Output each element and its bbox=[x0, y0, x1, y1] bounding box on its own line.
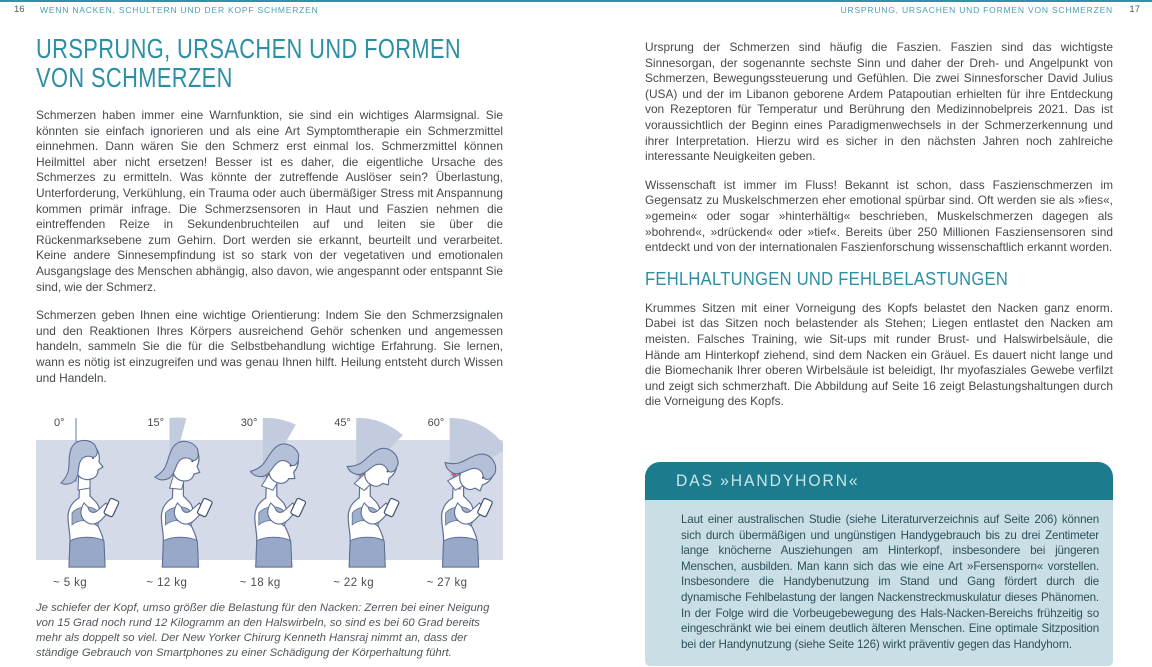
weight-label: ~ 27 kg bbox=[426, 577, 468, 589]
figure-skirt bbox=[69, 537, 105, 567]
page-title-line1: URSPRUNG, URSACHEN UND FORMEN bbox=[36, 33, 462, 64]
running-head-left: WENN NACKEN, SCHULTERN UND DER KOPF SCHMERZEN bbox=[40, 5, 319, 15]
weight-label: ~ 12 kg bbox=[146, 577, 188, 589]
right-page bbox=[645, 40, 1113, 651]
handyhorn-infobox bbox=[645, 462, 1113, 666]
infobox-header bbox=[645, 462, 1113, 500]
figure-skirt bbox=[349, 537, 385, 567]
infobox-body bbox=[645, 500, 1113, 666]
figure-skirt bbox=[162, 537, 198, 567]
page-title-line2: VON SCHMERZEN bbox=[36, 62, 233, 93]
angle-label: 0° bbox=[54, 417, 65, 429]
figure-skirt bbox=[256, 537, 292, 567]
weight-label: ~ 18 kg bbox=[239, 577, 281, 589]
angle-label: 30° bbox=[240, 417, 258, 429]
weight-label: ~ 22 kg bbox=[333, 577, 375, 589]
left-paragraph-1: Schmerzen haben immer eine Warnfunktion, sie sind ein wichtiges Alarmsignal. Sie könnten sie einfach ignorieren und als eine Art Symptomtherapie ein Schmerzmittel einnehmen. Dann wären Sie den Schmerz erst einmal los. Schmerzmittel können Heilmittel aber nicht ersetzen! Besser ist es daher, die eigentliche Ursache des Schmerzes zu ermitteln. Was könnte der zutreffende Auslöser sein? Überlastung, Unterforderung, Verkühlung, ein Trauma oder auch übermäßiger Stress mit Anspannung kommen primär infrage. Die Schmerzsensoren in Haut und Faszien nehmen die eintreffenden Reize in Sekundenbruchteilen auf und leiten sie über die Rückenmarksebene zum Gehirn. Dort werden sie erkannt, beurteilt und verarbeitet. Keine andere Sinnesempfindung ist so stark von der vegetativen und emotionalen Ausgangslage des Menschen abhängig, also davon, wie angespannt oder entspannt Sie sind, wie der Schmerz. bbox=[36, 108, 503, 294]
right-paragraph-3: Krummes Sitzen mit einer Vorneigung des Kopfs belastet den Nacken ganz enorm. Dabei ist das Sitzen noch belastender als Stehen; Liegen entlastet den Nacken am meisten. Falsches Training, wie Sit-ups mit runder Brust- und Halswirbelsäule, die Hände am Hinterkopf ziehend, sind dem Nacken ein Gräuel. Es dauert nicht lange und die Biomechanik Ihrer oberen Wirbelsäule ist beleidigt, Ihr myofasziales Gewebe verfilzt und zeigt sich schmerzhaft. Die Abbildung auf Seite 16 zeigt Belastungshaltungen durch die Vorneigung des Kopfs. bbox=[645, 300, 1113, 409]
page-number-left: 16 bbox=[14, 4, 25, 15]
angle-label: 15° bbox=[147, 417, 165, 429]
neck-load-illustration bbox=[36, 412, 503, 661]
page-number-right: 17 bbox=[1129, 4, 1140, 15]
weight-label: ~ 5 kg bbox=[53, 577, 88, 589]
left-page bbox=[36, 33, 503, 659]
figure-skirt bbox=[443, 537, 479, 567]
angle-label: 45° bbox=[334, 417, 351, 429]
running-head-right: URSPRUNG, URSACHEN UND FORMEN VON SCHMERZEN bbox=[840, 5, 1113, 15]
figure-caption: Je schiefer der Kopf, umso größer die Belastung für den Nacken: Zerren bei einer Neigung von 15 Grad noch rund 12 Kilogramm an den Halswirbeln, so sind es bei 60 Grad bereits mehr als doppelt so viel. Der New Yorker Chirurg Kenneth Hansraj nimmt an, dass der ständige Gebrauch von Smartphones zu einer Schädigung der Körperhaltung führt. bbox=[36, 602, 490, 659]
infobox-title: DAS »HANDYHORN« bbox=[676, 471, 860, 490]
section-subheading: FEHLHALTUNGEN UND FEHLBELASTUNGEN bbox=[645, 268, 1009, 289]
angle-label: 60° bbox=[427, 417, 445, 429]
right-paragraph-2: Wissenschaft ist immer im Fluss! Bekannt ist schon, dass Faszienschmerzen im Gegensatz zu Muskelschmerzen eher emotional spürbar sind. Oft werden sie als »fies«, »gemein« oder sogar »hinterhältig« beschrieben, Muskelschmerzen dagegen als »bohrend«, »drückend« oder »tief«. Bereits über 250 Millionen Fasziensensoren sind entdeckt und von der internationalen Faszienforschung wissenschaftlich erkannt worden. bbox=[645, 177, 1113, 255]
left-paragraph-2: Schmerzen geben Ihnen eine wichtige Orientierung: Indem Sie den Schmerzsignalen und den Reaktionen Ihres Körpers ausreichend Gehör schenken und angemessen handeln, sammeln Sie die für die Selbstbehandlung wichtige Erfahrung. Sie lernen, wann es nötig ist einzugreifen und was genau Ihnen hilft. Heilung entsteht durch Wissen und Handeln. bbox=[36, 308, 503, 385]
right-paragraph-1: Ursprung der Schmerzen sind häufig die Faszien. Faszien sind das wichtigste Sinnesorgan, der sogenannte sechste Sinn und daher der Dreh- und Angelpunkt von Schmerzen, Bewegungssteuerung und Gefühlen. Die zwei Sinnesforscher David Julius (USA) und der im Libanon geborene Ardem Patapoutian erhielten für ihre Entdeckung von Rezeptoren für Temperatur und Berührung den Medizinnobelpreis 2021. Das ist voraussichtlich der Beginn eines Paradigmenwechsels in der Schmerzerkennung und ihrer Interpretation. Hierzu wird es sicher in den nächsten Jahren noch zahlreiche interessante Neuigkeiten geben. bbox=[645, 40, 1113, 164]
top-rule bbox=[0, 0, 1152, 2]
infobox-text: Laut einer australischen Studie (siehe Literaturverzeichnis auf Seite 206) können sich durch übermäßigen und ungünstigen Handygebrauch bis zu drei Zentimeter lange knöcherne Ausziehungen am Hinterkopf, insbesondere bei jüngeren Menschen, ausbilden. Man kann sich das wie eine Art »Fersensporn« vorstellen. Insbesondere die Handybenutzung im Stand und Gang fördert durch die dynamische Fehlbelastung der langen Nackenstreckmuskulatur dieses Phänomen. In der Folge wird die Vorbeugebewegung des Hals-Nacken-Bereichs frühzeitig so eingeschränkt wie bei einem deutlich älteren Menschen. Eine optimale Sitzposition bei der Handynutzung (siehe Seite 126) wirkt präventiv gegen das Handyhorn. bbox=[681, 513, 1099, 651]
neck-load-figure-svg bbox=[36, 412, 503, 592]
page-title bbox=[36, 33, 462, 93]
